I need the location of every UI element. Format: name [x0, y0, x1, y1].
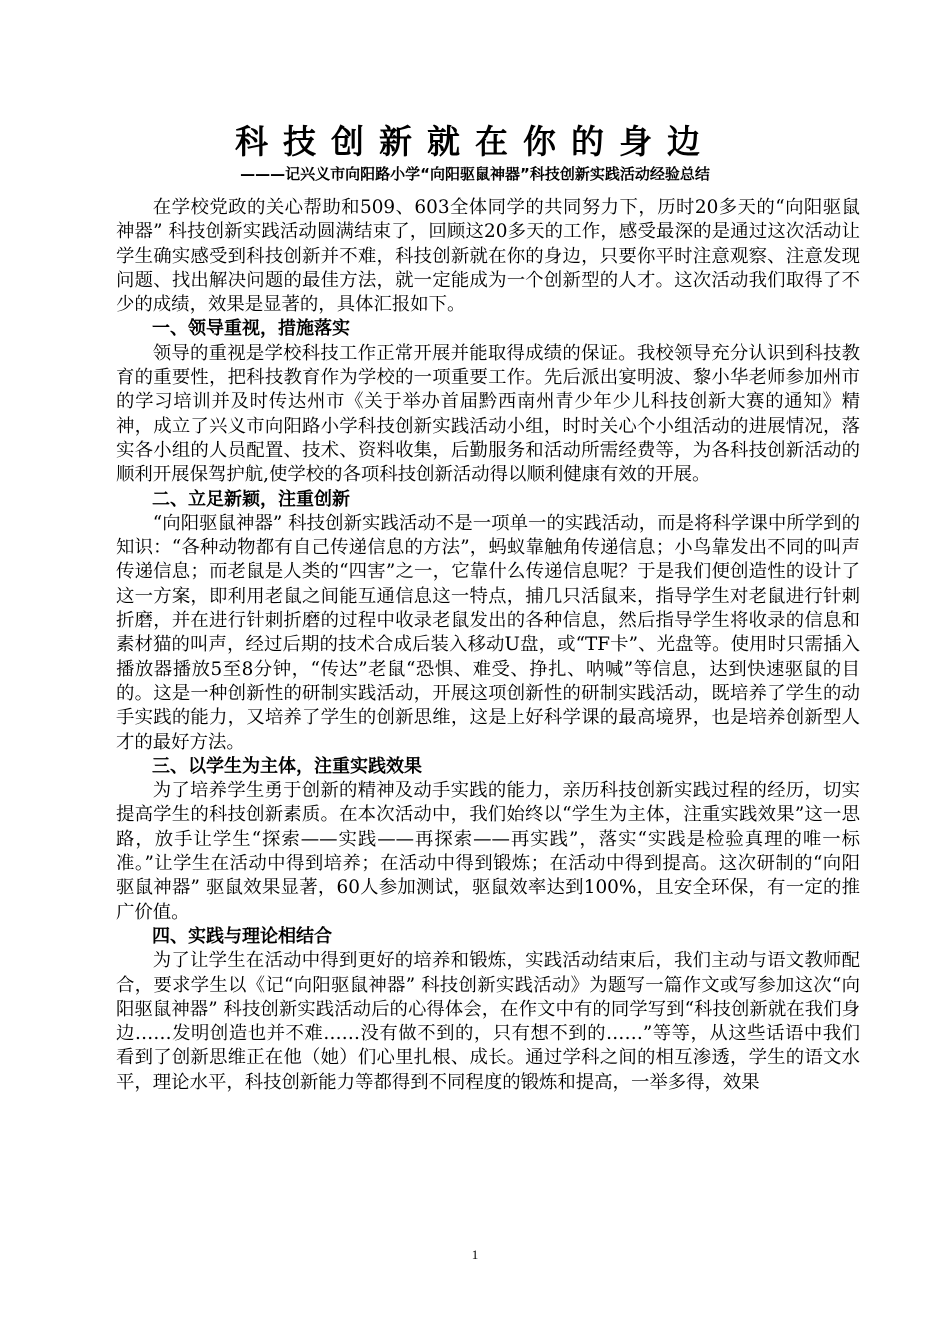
section-innovation — [116, 488, 860, 755]
section-paragraph: “向阳驱鼠神器” 科技创新实践活动不是一项单一的实践活动，而是将科学课中所学到的知识：“各种动物都有自己传递信息的方法”，蚂蚁靠触角传递信息；小鸟靠发出不同的叫声传递信息；而老鼠是人类的“四害”之一，它靠什么传递信息呢？于是我们便创造性的设计了这一方案，即利用老鼠之间能互通信息这一特点，捕几只活鼠来，指导学生对老鼠进行针刺折磨，并在进行针刺折磨的过程中收录老鼠发出的各种信息，然后指导学生将收录的信息和素材猫的叫声，经过后期的技术合成后装入移动U盘，或“TF卡”、光盘等。使用时只需插入播放器播放5至8分钟，“传达”老鼠“恐惧、难受、挣扎、呐喊”等信息，达到快速驱鼠的目的。这是一种创新性的研制实践活动，开展这项创新性的研制实践活动，既培养了学生的动手实践的能力，又培养了学生的创新思维，这是上好科学课的最高境界，也是培养创新型人才的最好方法。 — [116, 512, 860, 753]
document-body — [116, 196, 860, 1095]
section-student-centered — [116, 755, 860, 925]
section-practice-theory — [116, 925, 860, 1095]
section-leadership — [116, 317, 860, 487]
section-heading: 一、领导重视，措施落实 — [152, 318, 350, 340]
section-paragraph: 领导的重视是学校科技工作正常开展并能取得成绩的保证。我校领导充分认识到科技教育的重要性，把科技教育作为学校的一项重要工作。先后派出宴明波、黎小华老师参加州市的学习培训并及时传达州市《关于举办首届黔西南州青少年少儿科技创新大赛的通知》精神，成立了兴义市向阳路小学科技创新实践活动小组，时时关心个小组活动的进展情况，落实各小组的人员配置、技术、资料收集，后勤服务和活动所需经费等，为各科技创新活动的顺利开展保驾护航,使学校的各项科技创新活动得以顺利健康有效的开展。 — [116, 342, 860, 486]
document-title: 科技创新就在你的身边 — [235, 122, 715, 162]
section-heading: 三、以学生为主体，注重实践效果 — [152, 755, 422, 777]
intro-paragraph: 在学校党政的关心帮助和509、603全体同学的共同努力下，历时20多天的“向阳驱鼠神器” 科技创新实践活动圆满结束了，回顾这20多天的工作，感受最深的是通过这次活动让学生确实感受到科技创新并不难，科技创新就在你的身边，只要你平时注意观察、注意发现问题、找出解决问题的最佳方法，就一定能成为一个创新型的人才。这次活动我们取得了不少的成绩，效果是显著的，具体汇报如下。 — [116, 197, 860, 316]
section-heading: 四、实践与理论相结合 — [152, 925, 332, 947]
section-heading: 二、立足新颖，注重创新 — [152, 488, 350, 510]
section-paragraph: 为了让学生在活动中得到更好的培养和锻炼，实践活动结束后，我们主动与语文教师配合，要求学生以《记“向阳驱鼠神器” 科技创新实践活动》为题写一篇作文或写参加这次“向阳驱鼠神器” 科技创新实践活动后的心得体会，在作文中有的同学写到“科技创新就在我们身边……发明创造也并不难……没有做不到的，只有想不到的……”等等，从这些话语中我们看到了创新思维正在他（她）们心里扎根、成长。通过学科之间的相互渗透，学生的语文水平，理论水平，科技创新能力等都得到不同程度的锻炼和提高，一举多得，效果 — [116, 950, 860, 1093]
document-subtitle: ———记兴义市向阳路小学“向阳驱鼠神器”科技创新实践活动经验总结 — [240, 165, 710, 183]
page-number: 1 — [471, 1247, 479, 1262]
section-paragraph: 为了培养学生勇于创新的精神及动手实践的能力，亲历科技创新实践过程的经历，切实提高学生的科技创新素质。在本次活动中，我们始终以“学生为主体，注重实践效果”这一思路，放手让学生“探索——实践——再探索——再实践”，落实“实践是检验真理的唯一标准。”让学生在活动中得到培养；在活动中得到锻炼；在活动中得到提高。这次研制的“向阳驱鼠神器” 驱鼠效果显著，60人参加测试，驱鼠效率达到100%，且安全环保，有一定的推广价值。 — [116, 780, 860, 923]
